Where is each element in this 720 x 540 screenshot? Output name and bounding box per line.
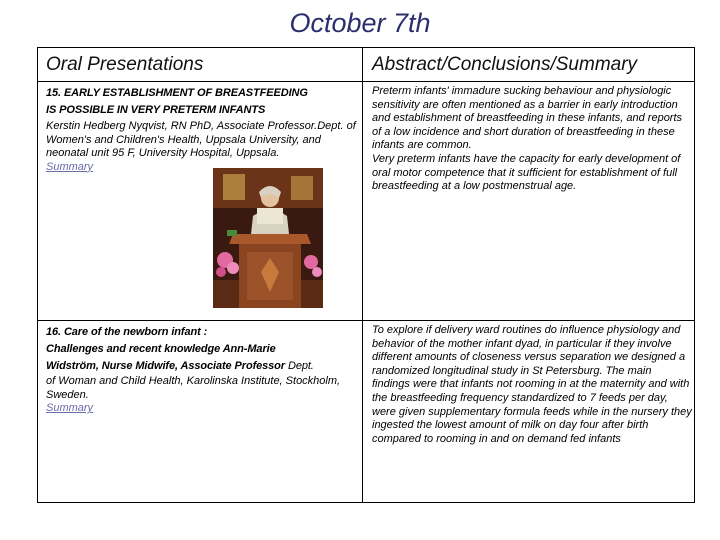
header-divider [38, 81, 694, 82]
row-2-title-line1: 16. Care of the newborn infant : [46, 326, 208, 338]
row-2-presentation [46, 324, 360, 414]
presentations-table [37, 47, 695, 503]
page-title: October 7th [289, 8, 431, 38]
row-2-abstract: To explore if delivery ward routines do influence physiology and behavior of the mother infant dyad, in particular if they involve different amounts of closeness versus separation we designed a randomized longitudinal study in St Petersburg. The main findings were that infants not rooming in at the maternity and with the breastfeeding frequency standardized to 7 feeds per day, were given supplementary formula feeds while in the nursery they ingested the lowest amount of milk on day four after birth compared to rooming in and on demand fed infants [372, 324, 692, 445]
row-divider [38, 320, 694, 321]
row-2-title-line3-wrap [46, 358, 360, 375]
header-oral-presentations: Oral Presentations [46, 54, 204, 75]
row-1-summary-link[interactable]: Summary [46, 160, 94, 173]
row-1-abstract-paragraph-1: Preterm infants' immadure sucking behaviour and physiologic sensitivity are often mentioned as a barrier in early introduction and establishment of breastfeeding in these infants, and reports of a low incidence and short duration of breastfeeding in these infants are common. [372, 85, 683, 152]
row-2-title-tail: Dept. [287, 360, 314, 372]
row-1-author: Kerstin Hedberg Nyqvist, RN PhD, Associate Professor.Dept. of Women's and Children's Health, Uppsala University, and neonatal unit 95 F, University Hospital, Uppsala. [46, 120, 356, 160]
row-1-presentation [46, 85, 360, 173]
column-divider [362, 48, 363, 502]
row-1-title-line2: IS POSSIBLE IN VERY PRETERM INFANTS [46, 104, 266, 116]
row-2-title-line2: Challenges and recent knowledge Ann-Marie [46, 343, 276, 355]
speaker-photo [213, 168, 323, 308]
row-2-summary-link[interactable]: Summary [46, 402, 94, 415]
row-1-title-line1: 15. EARLY ESTABLISHMENT OF BREASTFEEDING [46, 87, 308, 99]
header-abstract: Abstract/Conclusions/Summary [372, 54, 638, 75]
row-2-author: of Woman and Child Health, Karolinska Institute, Stockholm, Sweden. [46, 375, 341, 401]
row-2-title-line3: Widström, Nurse Midwife, Associate Professor [46, 360, 285, 372]
row-1-abstract-paragraph-2: Very preterm infants have the capacity for early development of oral motor competence that it sufficient for establishment of full breastfeeding at a low postmenstrual age. [372, 152, 681, 193]
row-1-abstract [372, 85, 692, 194]
